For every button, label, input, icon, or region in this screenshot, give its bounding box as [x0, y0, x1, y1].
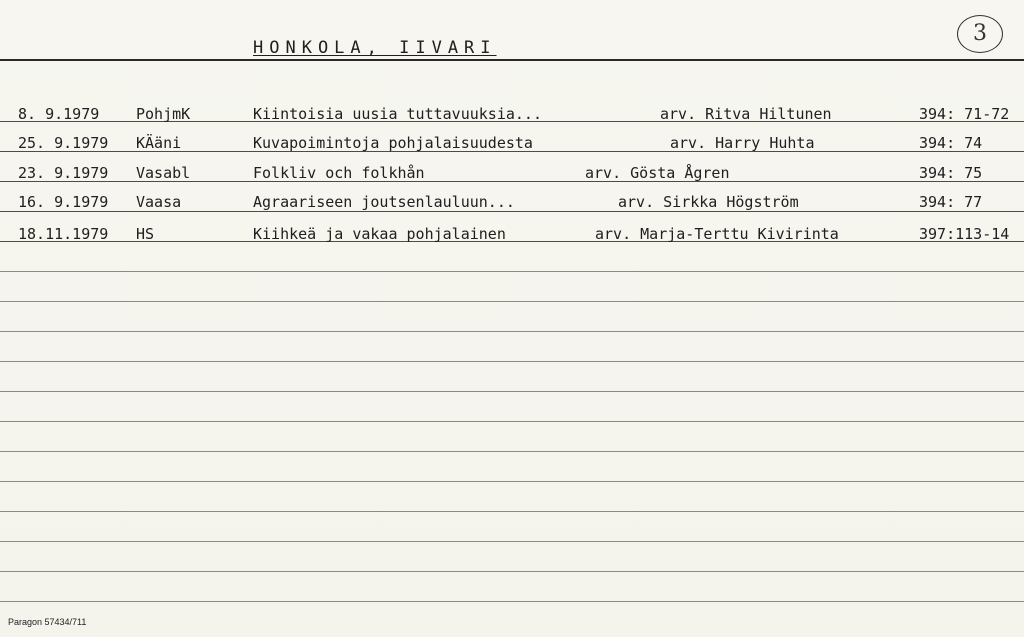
entry-title: Kuvapoimintoja pohjalaisuudesta — [253, 134, 533, 152]
entry-date: 18.11.1979 — [18, 225, 109, 243]
rule-7 — [0, 301, 1024, 302]
rule-11 — [0, 421, 1024, 422]
entry-date: 25. 9.1979 — [18, 134, 109, 152]
entry-row — [0, 192, 1024, 212]
header-rule — [0, 59, 1024, 61]
rule-12 — [0, 451, 1024, 452]
entry-reviewer: arv. Harry Huhta — [670, 134, 815, 152]
printer-imprint: Paragon 57434/711 — [8, 617, 87, 627]
card-title: HONKOLA, IIVARI — [253, 38, 497, 58]
entry-date: 16. 9.1979 — [18, 193, 109, 211]
entry-title: Kiihkeä ja vakaa pohjalainen — [253, 225, 506, 243]
rule-13 — [0, 481, 1024, 482]
entry-title: Kiintoisia uusia tuttavuuksia... — [253, 105, 542, 123]
entry-source: Vasabl — [136, 164, 191, 182]
entry-reviewer: arv. Gösta Ågren — [585, 164, 730, 182]
entry-reviewer: arv. Sirkka Högström — [618, 193, 799, 211]
entry-row — [0, 224, 1024, 244]
entry-row — [0, 133, 1024, 153]
entry-source: Vaasa — [136, 193, 182, 211]
entry-title: Agraariseen joutsenlauluun... — [253, 193, 515, 211]
entry-source: KÄäni — [136, 134, 182, 152]
entry-date: 23. 9.1979 — [18, 164, 109, 182]
rule-9 — [0, 361, 1024, 362]
rule-14 — [0, 511, 1024, 512]
entry-date: 8. 9.1979 — [18, 105, 100, 123]
entry-reference: 394: 75 — [919, 164, 983, 182]
entry-reviewer: arv. Ritva Hiltunen — [660, 105, 832, 123]
entry-reference: 394: 74 — [919, 134, 983, 152]
entry-source: PohjmK — [136, 105, 191, 123]
entry-reference: 394: 77 — [919, 193, 983, 211]
entry-row — [0, 163, 1024, 183]
rule-6 — [0, 271, 1024, 272]
rule-17 — [0, 601, 1024, 602]
entry-row — [0, 104, 1024, 124]
rule-8 — [0, 331, 1024, 332]
rule-10 — [0, 391, 1024, 392]
card-number: 3 — [957, 15, 1003, 53]
rule-16 — [0, 571, 1024, 572]
entry-source: HS — [136, 225, 155, 243]
entry-reference: 394: 71-72 — [919, 105, 1010, 123]
entry-reference: 397:113-14 — [919, 225, 1010, 243]
rule-15 — [0, 541, 1024, 542]
entry-title: Folkliv och folkhån — [253, 164, 425, 182]
entry-reviewer: arv. Marja-Terttu Kivirinta — [595, 225, 839, 243]
